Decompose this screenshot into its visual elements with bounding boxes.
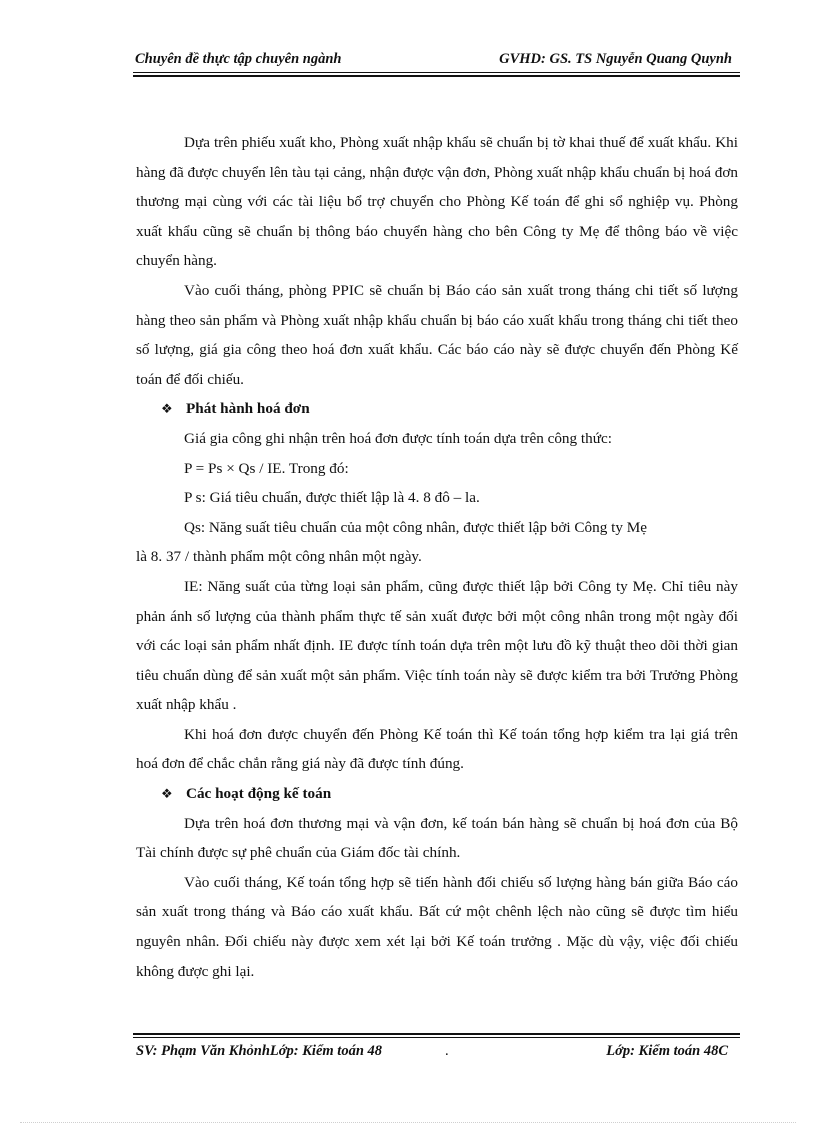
page-footer [136,1043,736,1065]
paragraph: Vào cuối tháng, phòng PPIC sẽ chuẩn bị Báo cáo sản xuất trong tháng chi tiết số lượng hàng theo sản phẩm và Phòng xuất nhập khẩu chuẩn bị báo cáo xuất khẩu trong tháng chi tiết theo số lượng, giá gia công theo hoá đơn xuất khẩu. Các báo cáo này sẽ được chuyển đến Phòng Kế toán để đối chiếu. [136,281,738,388]
header-rule-thin [133,72,740,73]
definition-qs-cont: là 8. 37 / thành phẩm một công nhân một ngày. [136,548,422,566]
document-body [136,128,738,986]
paragraph: Giá gia công ghi nhận trên hoá đơn được tính toán dựa trên công thức: [184,429,612,447]
formula: P = Ps × Qs / IE. Trong đó: [184,459,349,477]
header-left: Chuyên đề thực tập chuyên ngành [135,51,342,67]
diamond-bullet-icon: ❖ [161,401,173,417]
header-right: GVHD: GS. TS Nguyễn Quang Quynh [499,51,732,67]
paragraph: Dựa trên hoá đơn thương mại và vận đơn, kế toán bán hàng sẽ chuẩn bị hoá đơn của Bộ Tài chính được sự phê chuẩn của Giám đốc tài chính. [136,814,738,862]
paragraph: Dựa trên phiếu xuất kho, Phòng xuất nhập khẩu sẽ chuẩn bị tờ khai thuế để xuất khẩu. Khi hàng đã được chuyển lên tàu tại cảng, nhận được vận đơn, Phòng xuất nhập khẩu chuẩn bị hoá đơn thương mại cùng với các tài liệu bổ trợ chuyển cho Phòng Kế toán để ghi sổ nghiệp vụ. Phòng xuất khẩu cũng sẽ chuẩn bị thông báo chuyển hàng cho bên Công ty Mẹ để thông báo về việc chuyển hàng. [136,134,738,270]
paragraph: Vào cuối tháng, Kế toán tổng hợp sẽ tiến hành đối chiếu số lượng hàng bán giữa Báo cáo sản xuất trong tháng và Báo cáo xuất khẩu. Bất cứ một chênh lệch nào cũng sẽ được tìm hiểu nguyên nhân. Đối chiếu này được xem xét lại bởi Kế toán trưởng . Mặc dù vậy, việc đối chiếu không được ghi lại. [136,873,738,980]
footer-left: SV: Phạm Văn KhỏnhLớp: Kiểm toán 48 [136,1043,383,1059]
diamond-bullet-icon: ❖ [161,786,173,802]
footer-rule-thick [133,1033,740,1035]
footer-rule-thin [133,1037,740,1038]
heading-text: Các hoạt động kế toán [186,785,332,803]
footer-right: Lớp: Kiểm toán 48C [606,1043,728,1059]
definition-qs: Qs: Năng suất tiêu chuẩn của một công nhân, được thiết lập bởi Công ty Mẹ [184,518,647,536]
definition-ie: IE: Năng suất của từng loại sản phẩm, cũng được thiết lập bởi Công ty Mẹ. Chỉ tiêu này phản ánh số lượng của thành phẩm thực tế sản xuất được bởi một công nhân trong một ngày đối với các loại sản phẩm nhất định. IE được tính toán dựa trên một lưu đồ kỹ thuật theo dõi thời gian tiêu chuẩn dùng để sản xuất một sản phẩm. Việc tính toán này sẽ được kiểm tra bởi Trưởng Phòng xuất nhập khẩu . [136,577,738,714]
definition-ps: P s: Giá tiêu chuẩn, được thiết lập là 4. 8 đô – la. [184,489,480,507]
page-header [135,51,740,71]
heading-text: Phát hành hoá đơn [186,400,310,418]
section-heading [136,779,738,809]
header-rule-thick [133,75,740,77]
paragraph: Khi hoá đơn được chuyển đến Phòng Kế toán thì Kế toán tổng hợp kiểm tra lại giá trên hoá đơn để chắc chắn rằng giá này đã được tính đúng. [136,725,738,773]
footer-dot: . [445,1043,449,1059]
section-heading [136,394,738,424]
